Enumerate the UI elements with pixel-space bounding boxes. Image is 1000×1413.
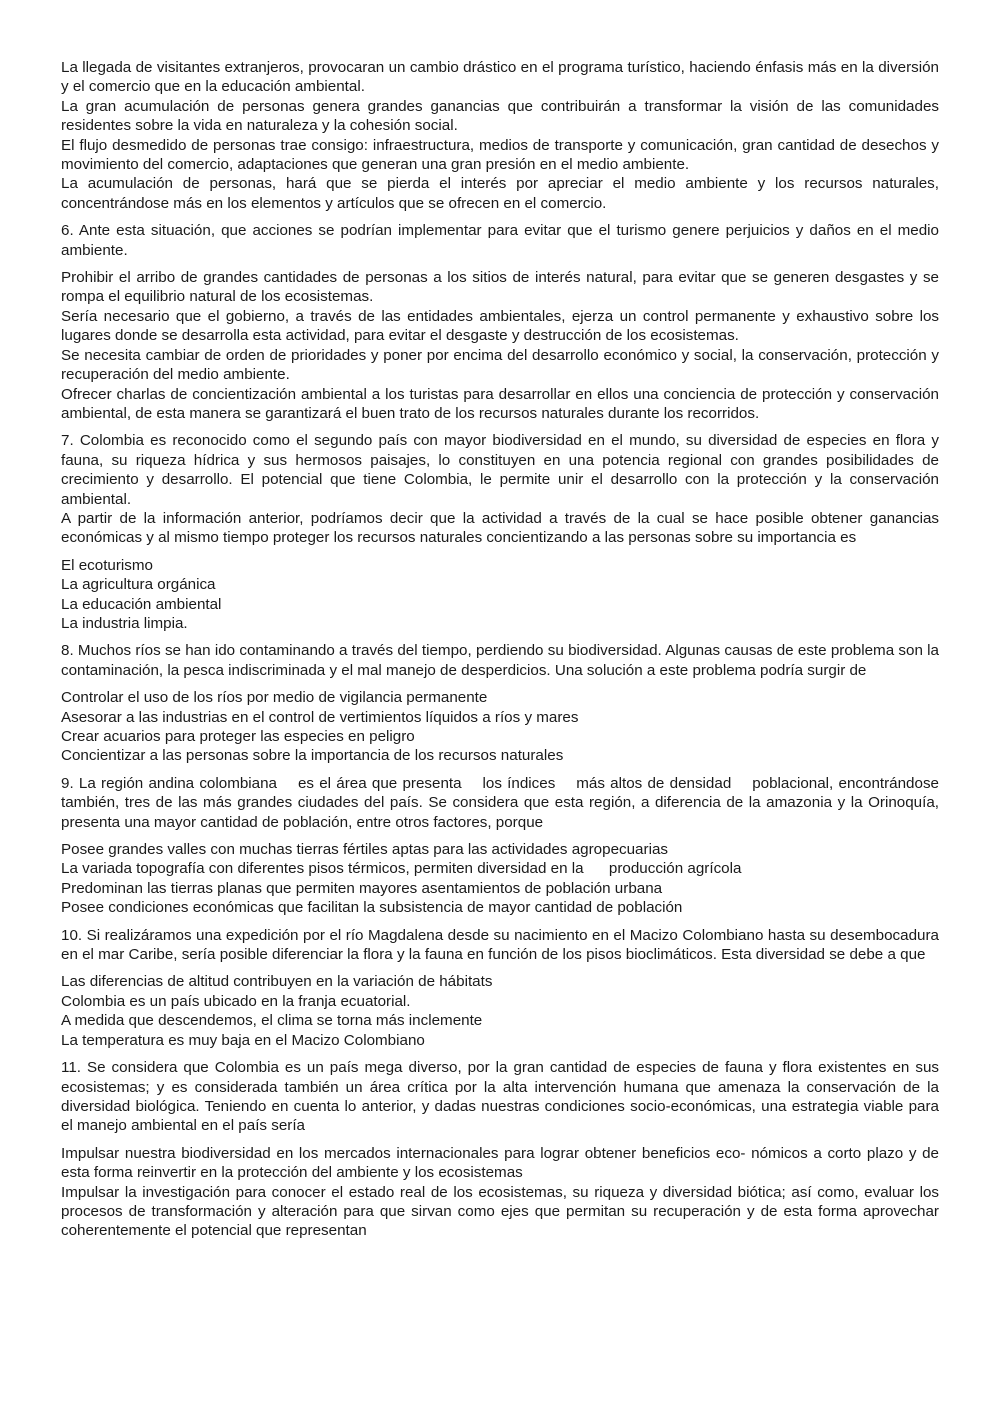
q6-options (61, 268, 939, 423)
question-8: 8. Muchos ríos se han ido contaminando a través del tiempo, perdiendo su biodiversidad. Algunas causas de este problema son la contaminación, la pesca indiscriminada y el mal manejo de desperdicios. Una solución a este problema podría surgir de (61, 642, 939, 679)
question-7-prompt: A partir de la información anterior, podríamos decir que la actividad a través de la cual se hace posible obtener ganancias económicas y al mismo tiempo proteger los recursos naturales concientizando a las personas sobre su importancia es (61, 509, 939, 547)
option-text: Asesorar a las industrias en el control de vertimientos líquidos a ríos y mares (61, 708, 579, 726)
option-text: La educación ambiental (61, 595, 222, 613)
option-text: El flujo desmedido de personas trae consigo: infraestructura, medios de transporte y comunicación, gran cantidad de desechos y movimiento del comercio, adaptaciones que generan una gran presión en el medio ambiente. (61, 136, 939, 174)
option-text: La agricultura orgánica (61, 576, 216, 594)
option-text: Prohibir el arribo de grandes cantidades de personas a los sitios de interés natural, para evitar que se generen desgastes y se rompa el equilibrio natural de los ecosistemas. (61, 269, 939, 306)
worksheet-page (61, 58, 944, 1241)
option-text: A medida que descendemos, el clima se torna más inclemente (61, 1012, 483, 1030)
q8-options (61, 688, 939, 766)
option-text: La temperatura es muy baja en el Macizo Colombiano (61, 1031, 425, 1049)
option-text: Ofrecer charlas de concientización ambiental a los turistas para desarrollar en ellos una conciencia de protección y conservación ambiental, de esta manera se garantizará el buen trato de los recursos naturales durante los recorridos. (61, 385, 939, 422)
option-text: Se necesita cambiar de orden de prioridades y poner por encima del desarrollo económico y social, la conservación, protección y recuperación del medio ambiente. (61, 346, 939, 384)
question-10: 10. Si realizáramos una expedición por el río Magdalena desde su nacimiento en el Macizo Colombiano hasta su desembocadura en el mar Caribe, sería posible diferenciar la flora y la fauna en función de los pisos bioclimáticos. Esta diversidad se debe a que (61, 926, 939, 964)
question-6: 6. Ante esta situación, que acciones se podrían implementar para evitar que el turismo genere perjuicios y daños en el medio ambiente. (61, 222, 939, 259)
option-text: Impulsar nuestra biodiversidad en los mercados internacionales para lograr obtener beneficios eco- nómicos a corto plazo y de esta forma reinvertir en la protección del ambiente y los ecosistemas (61, 1144, 939, 1182)
option-text: Crear acuarios para proteger las especies en peligro (61, 728, 415, 745)
option-text: Las diferencias de altitud contribuyen en la variación de hábitats (61, 973, 493, 991)
option-text: Controlar el uso de los ríos por medio de vigilancia permanente (61, 689, 488, 707)
q9-options (61, 840, 939, 918)
option-text: Colombia es un país ubicado en la franja ecuatorial. (61, 992, 411, 1010)
option-text: La llegada de visitantes extranjeros, provocaran un cambio drástico en el programa turístico, haciendo énfasis más en la diversión y el comercio que en la educación ambiental. (61, 59, 939, 96)
option-text: El ecoturismo (61, 556, 154, 574)
option-text: Sería necesario que el gobierno, a través de las entidades ambientales, ejerza un control permanente y exhaustivo sobre los lugares donde se desarrolla esta actividad, para evitar el desgaste y destrucción de los ecosistemas. (61, 307, 939, 345)
q5-options (61, 58, 939, 213)
question-7: 7. Colombia es reconocido como el segundo país con mayor biodiversidad en el mundo, su diversidad de especies en flora y fauna, su riqueza hídrica y sus hermosos paisajes, lo constituyen en una potencia regional con grandes posibilidades de crecimiento y desarrollo. El potencial que tiene Colombia, le permite unir el desarrollo con la protección y la conservación ambiental. (61, 432, 939, 508)
question-11: 11. Se considera que Colombia es un país mega diverso, por la gran cantidad de especies de fauna y flora existentes en sus ecosistemas; y es considerada también un área crítica por la alta intervención humana que amenaza la conservación de la diversidad biológica. Teniendo en cuenta lo anterior, y dadas nuestras condiciones socio-económicas, una estrategia viable para el manejo ambiental en el país sería (61, 1059, 939, 1135)
option-text: Posee condiciones económicas que facilitan la subsistencia de mayor cantidad de población (61, 899, 683, 917)
q10-options (61, 972, 939, 1050)
option-text: Impulsar la investigación para conocer el estado real de los ecosistemas, su riqueza y diversidad biótica; así como, evaluar los procesos de transformación y alteración para que sirvan como ejes que permitan su recuperación y de esta forma aprovechar coherentemente el potencial que representan (61, 1183, 939, 1240)
option-text: Posee grandes valles con muchas tierras fértiles aptas para las actividades agropecuarias (61, 841, 668, 859)
q11-options (61, 1144, 939, 1241)
option-text: Concientizar a las personas sobre la importancia de los recursos naturales (61, 747, 564, 765)
option-text: La gran acumulación de personas genera grandes ganancias que contribuirán a transformar la visión de las comunidades residentes sobre la vida en naturaleza y la cohesión social. (61, 97, 939, 135)
option-text: Predominan las tierras planas que permiten mayores asentamientos de población urbana (61, 879, 663, 897)
option-text: La acumulación de personas, hará que se pierda el interés por apreciar el medio ambiente y los recursos naturales, concentrándose más en los elementos y artículos que se ofrecen en el comercio. (61, 175, 939, 212)
q7-options (61, 556, 939, 634)
option-text: La industria limpia. (61, 614, 188, 632)
question-9: 9. La región andina colombiana es el área que presenta los índices más altos de densidad poblacional, encontrándose también, tres de las más grandes ciudades del país. Se considera que esta región, a diferencia de la amazonia y la Orinoquía, presenta una mayor cantidad de población, entre otros factores, porque (61, 774, 944, 831)
option-text: La variada topografía con diferentes pisos térmicos, permiten diversidad en la producción agrícola (61, 860, 742, 878)
